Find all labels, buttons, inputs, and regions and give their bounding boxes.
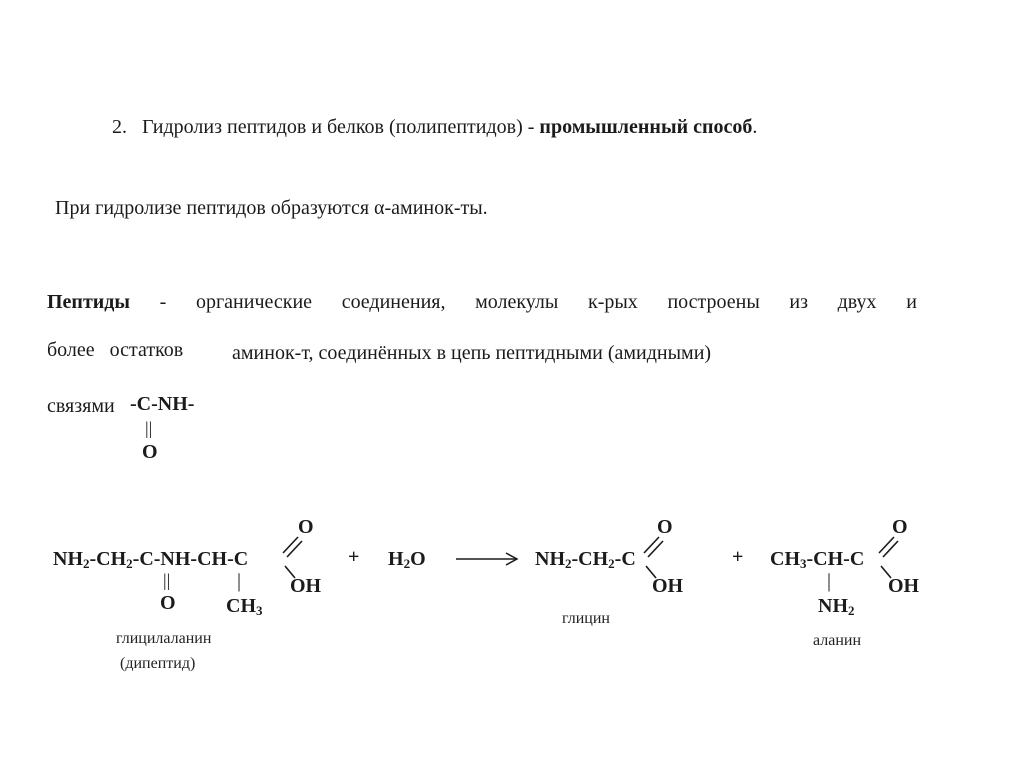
gly-ala-branch: |	[237, 570, 242, 592]
gly-ala-coh-bond	[285, 566, 295, 578]
gly-ala-nh-sub: 2	[83, 556, 90, 571]
definition-word: соединения,	[341, 291, 446, 313]
ala-co-bond-2	[883, 541, 898, 557]
definition-line-3: связями	[47, 395, 115, 417]
gly-ala-co-bond	[283, 537, 298, 553]
gly-ala-double-bond: ||	[163, 570, 171, 590]
water-h: H	[388, 548, 404, 570]
gly-ala-acid-o: O	[298, 516, 314, 538]
gly-co-bond	[644, 537, 659, 553]
plus-sign-1: +	[348, 546, 360, 568]
definition-line-2b: аминок-т, соединённых в цепь пептидными (амидными)	[232, 342, 712, 364]
gly-ala-sep: -	[89, 548, 97, 570]
gly-acid-o: O	[657, 516, 673, 538]
gly-nh: NH	[535, 548, 565, 570]
gly-ala-ch3-text: CH	[226, 595, 256, 617]
ala-ch: CH	[770, 548, 800, 570]
gly-ala-acid-oh: OH	[290, 575, 322, 597]
heading-text: Гидролиз пептидов и белков (полипептидов) -	[142, 116, 535, 138]
water-o: O	[410, 548, 426, 570]
peptide-bond-group: -C-NH-	[130, 393, 195, 415]
gly-ala-mid: -C-NH-CH-C	[132, 548, 249, 570]
ala-acid-oh: OH	[888, 575, 920, 597]
ala-branch: |	[827, 570, 832, 592]
gly-ala-ch-sub: 2	[126, 556, 133, 571]
gly-nh-sub: 2	[565, 556, 572, 571]
heading-bold: промышленный способ	[539, 116, 753, 138]
peptide-bond-oxygen: O	[142, 441, 158, 463]
definition-word: органические	[195, 291, 313, 313]
definition-word: и	[906, 291, 917, 313]
definition-word: двух	[837, 291, 877, 313]
heading-end: .	[752, 116, 758, 138]
ala-nh-text: NH	[818, 595, 848, 617]
gly-co-bond-2	[648, 541, 663, 557]
gly-ch-sub: 2	[608, 556, 615, 571]
hydrolysis-statement: При гидролизе пептидов образуются α-аминок-ты.	[55, 197, 488, 219]
heading-number: 2.	[112, 116, 127, 138]
gly-acid-oh: OH	[652, 575, 684, 597]
definition-word: из	[789, 291, 808, 313]
gly-ala-carbonyl-o: O	[160, 592, 176, 614]
gly-ala-ch3-sub: 3	[256, 603, 263, 618]
gly-ala-nh: NH	[53, 548, 83, 570]
ala-nh-sub: 2	[848, 603, 855, 618]
gly-ala-ch: CH	[96, 548, 127, 570]
gly-coh-bond	[646, 566, 656, 578]
ala-co-bond	[879, 537, 894, 553]
definition-word: -	[159, 291, 167, 313]
caption-alanine: аланин	[813, 632, 862, 649]
gly-ch: CH	[578, 548, 609, 570]
ala-coh-bond	[881, 566, 891, 578]
gly-ala-co-bond-2	[287, 541, 302, 557]
definition-word: построены	[667, 291, 760, 313]
caption-glycylalanine: глицилаланин	[116, 630, 212, 647]
ala-acid-o: O	[892, 516, 908, 538]
gly-sep: -	[571, 548, 579, 570]
ala-mid: -CH-C	[806, 548, 865, 570]
ala-ch-sub: 3	[800, 556, 807, 571]
definition-line-2a: более остатков	[47, 339, 184, 361]
definition-word: молекулы	[475, 291, 559, 313]
definition-term: Пептиды	[47, 291, 131, 313]
caption-dipeptide: (дипептид)	[120, 655, 196, 672]
caption-glycine: глицин	[562, 610, 610, 627]
peptide-bond-double: ||	[145, 418, 153, 438]
gly-c: -C	[614, 548, 636, 570]
plus-sign-2: +	[732, 546, 744, 568]
water-h-sub: 2	[403, 556, 411, 571]
definition-word: к-рых	[587, 291, 638, 313]
